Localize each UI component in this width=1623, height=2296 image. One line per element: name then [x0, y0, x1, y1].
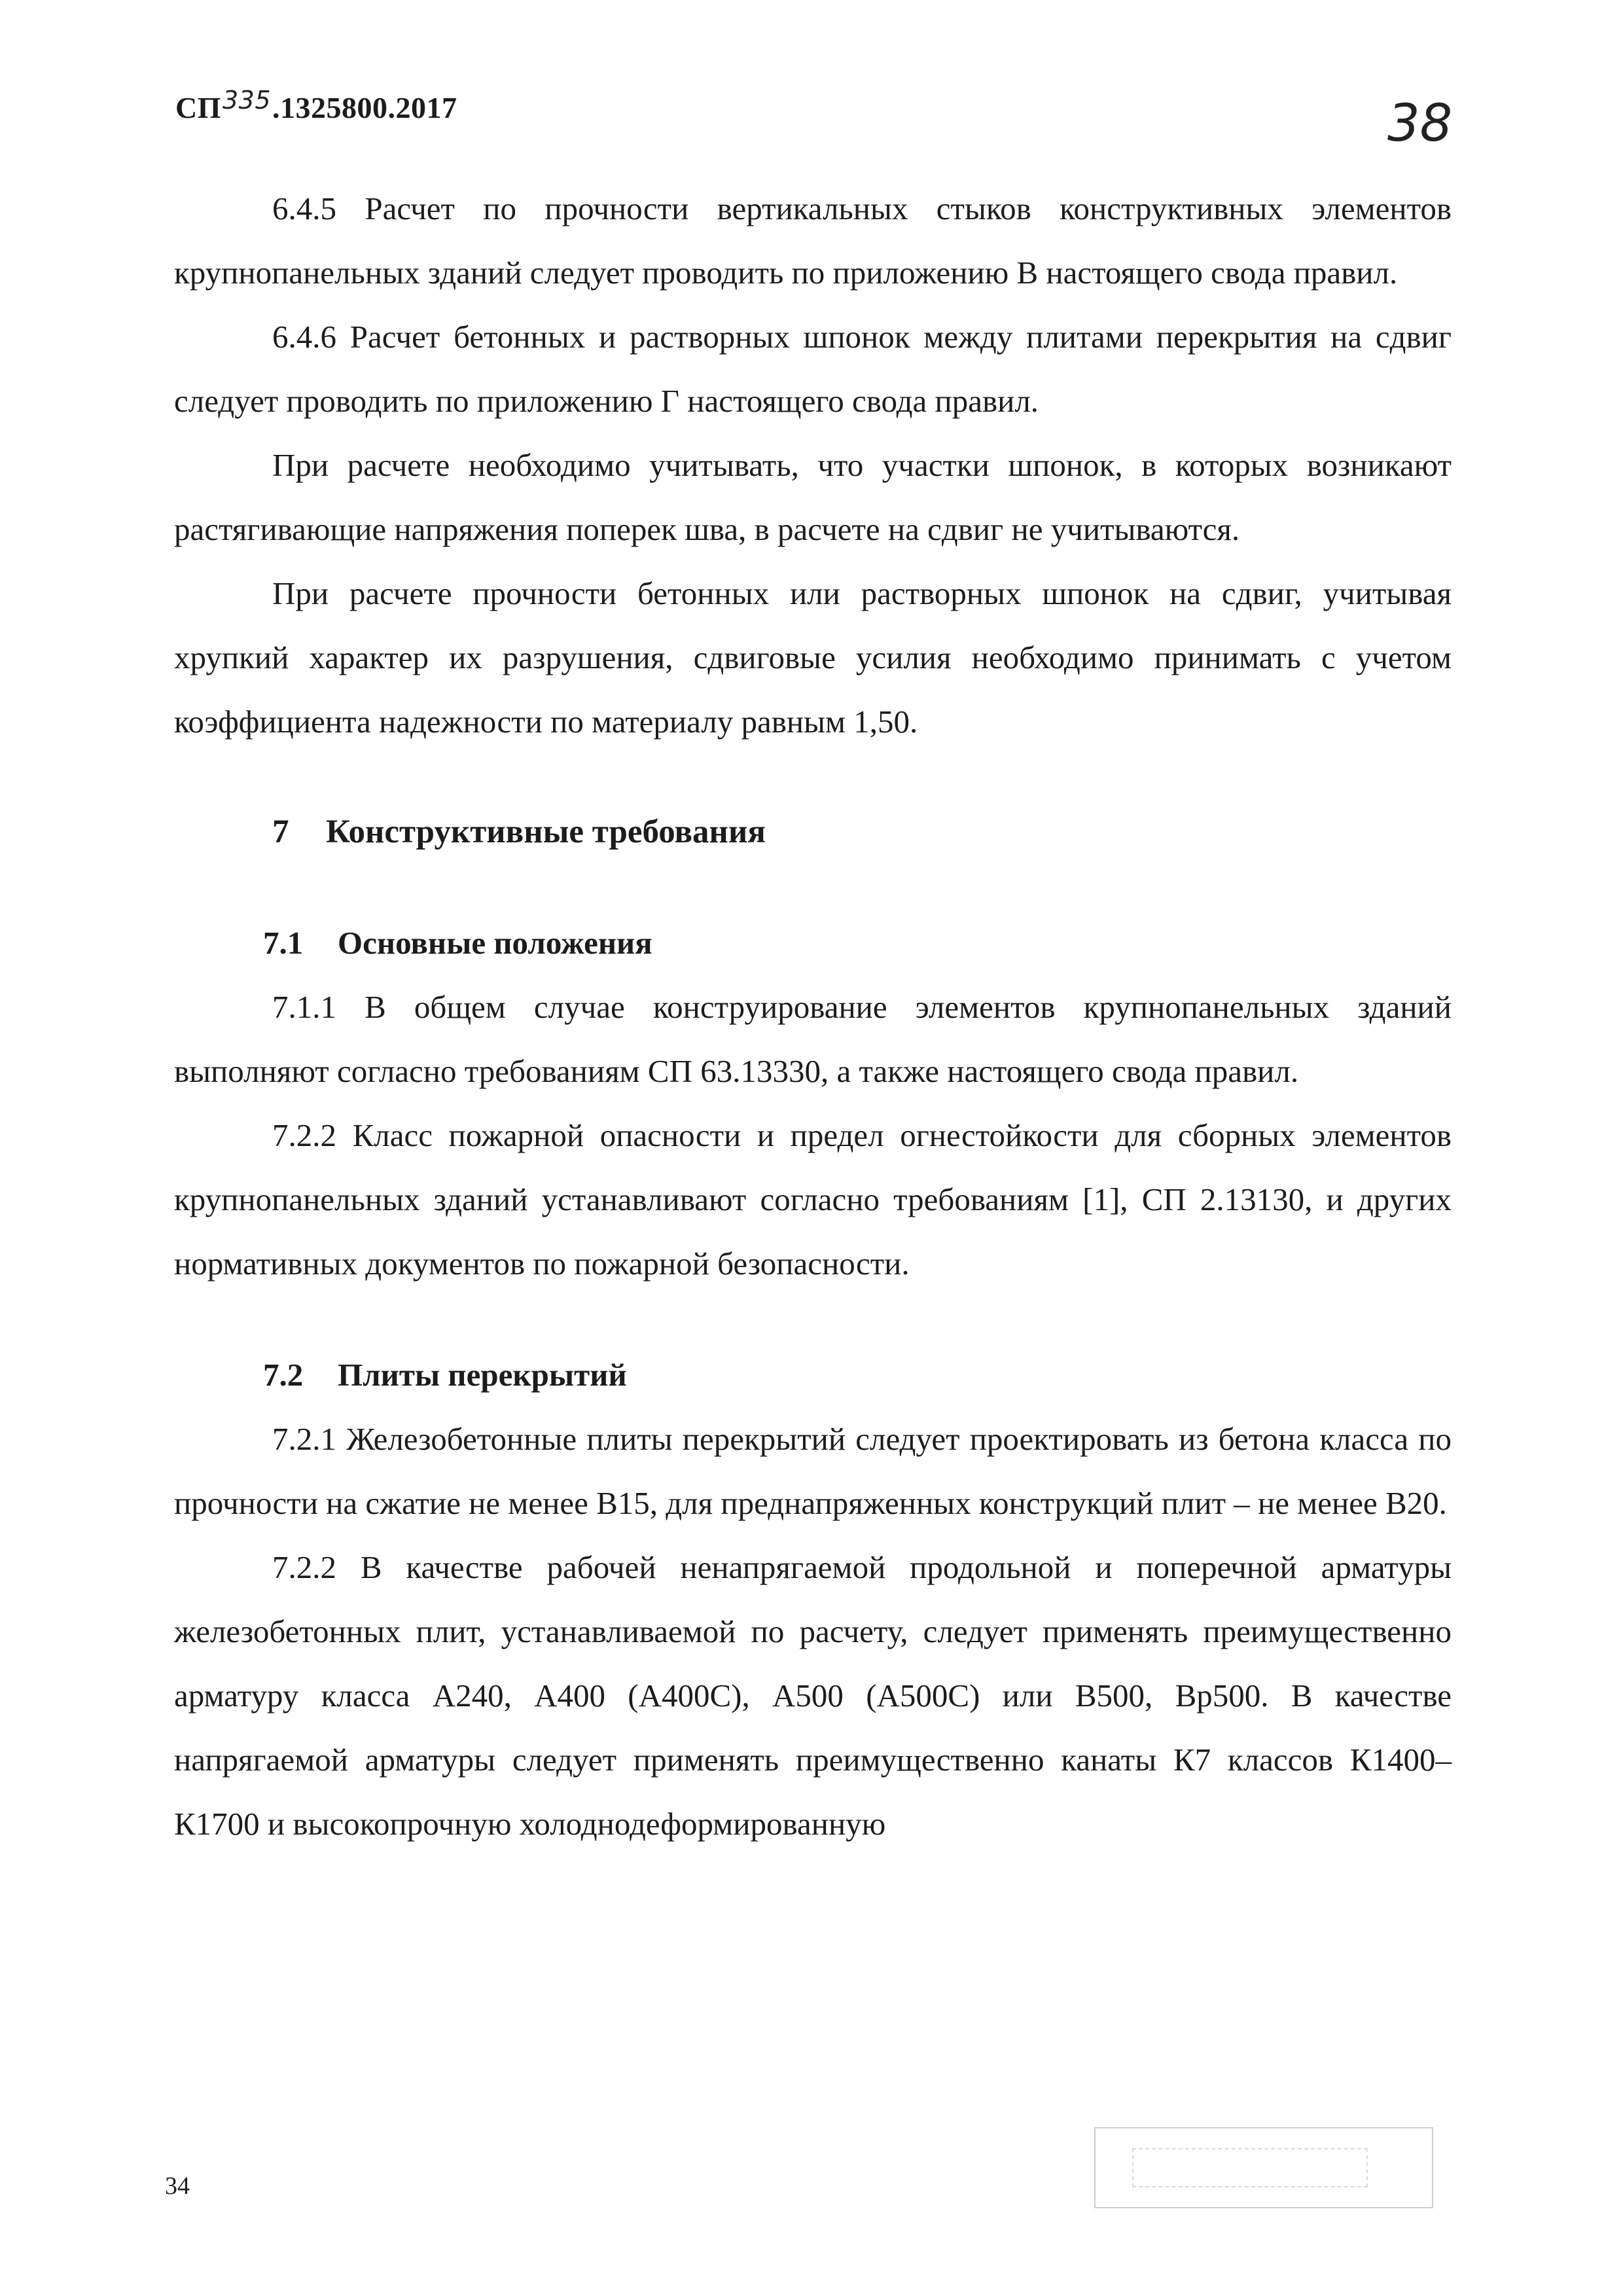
- section-7-1-heading: [174, 911, 1452, 975]
- section-7-2-number: 7.2: [263, 1357, 304, 1393]
- paragraph-6-4-5: 6.4.5 Расчет по прочности вертикальных стыков конструктивных элементов крупнопанельных зданий следует проводить по приложению В настоящего свода правил.: [174, 190, 1452, 291]
- paragraph-7-2-2-rebar: 7.2.2 В качестве рабочей ненапрягаемой продольной и поперечной арматуры железобетонных плит, устанавливаемой по расчету, следует применять преимущественно арматуру класса А240, А400 (А400С), А500 (А500С) или В500, Вр500. В качестве напрягаемой арматуры следует применять преимущественно канаты К7 классов К1400–К1700 и высокопрочную холоднодеформированную: [174, 1549, 1452, 1842]
- section-7-title: Конструктивные требования: [326, 814, 766, 850]
- paragraph-7-1-1: 7.1.1 В общем случае конструирование элементов крупнопанельных зданий выполняют согласно требованиям СП 63.13330, а также настоящего свода правил.: [174, 989, 1452, 1089]
- handwritten-page-number: 38: [1387, 94, 1453, 153]
- handwritten-number: 335: [223, 86, 272, 115]
- footer-page-number: 34: [165, 2172, 190, 2200]
- section-7-1-title: Основные положения: [338, 925, 652, 961]
- paragraph-6-4-6: 6.4.6 Расчет бетонных и растворных шпонок между плитами перекрытия на сдвиг следует проводить по приложению Г настоящего свода правил.: [174, 319, 1452, 419]
- faded-stamp: [1094, 2127, 1433, 2208]
- section-7-2-heading: [174, 1343, 1452, 1407]
- section-7-1-number: 7.1: [263, 925, 304, 961]
- document-body: [174, 177, 1452, 1856]
- code-suffix: .1325800.2017: [272, 91, 457, 124]
- document-code: [175, 86, 457, 125]
- code-prefix: СП: [175, 91, 221, 124]
- stamp-inner-box: [1132, 2148, 1368, 2187]
- section-7-number: 7: [272, 814, 289, 850]
- paragraph-shear-1: При расчете необходимо учитывать, что участки шпонок, в которых возникают растягивающие напряжения поперек шва, в расчете на сдвиг не учитываются.: [174, 447, 1452, 547]
- section-7-heading: [174, 800, 1452, 864]
- paragraph-7-2-2-fire: 7.2.2 Класс пожарной опасности и предел огнестойкости для сборных элементов крупнопанельных зданий устанавливают согласно требованиям [1], СП 2.13130, и других нормативных документов по пожарной безопасности.: [174, 1117, 1452, 1282]
- paragraph-7-2-1: 7.2.1 Железобетонные плиты перекрытий следует проектировать из бетона класса по прочности на сжатие не менее В15, для преднапряженных конструкций плит – не менее В20.: [174, 1421, 1452, 1521]
- section-7-2-title: Плиты перекрытий: [338, 1357, 627, 1393]
- paragraph-shear-2: При расчете прочности бетонных или растворных шпонок на сдвиг, учитывая хрупкий характер их разрушения, сдвиговые усилия необходимо принимать с учетом коэффициента надежности по материалу равным 1,50.: [174, 575, 1452, 740]
